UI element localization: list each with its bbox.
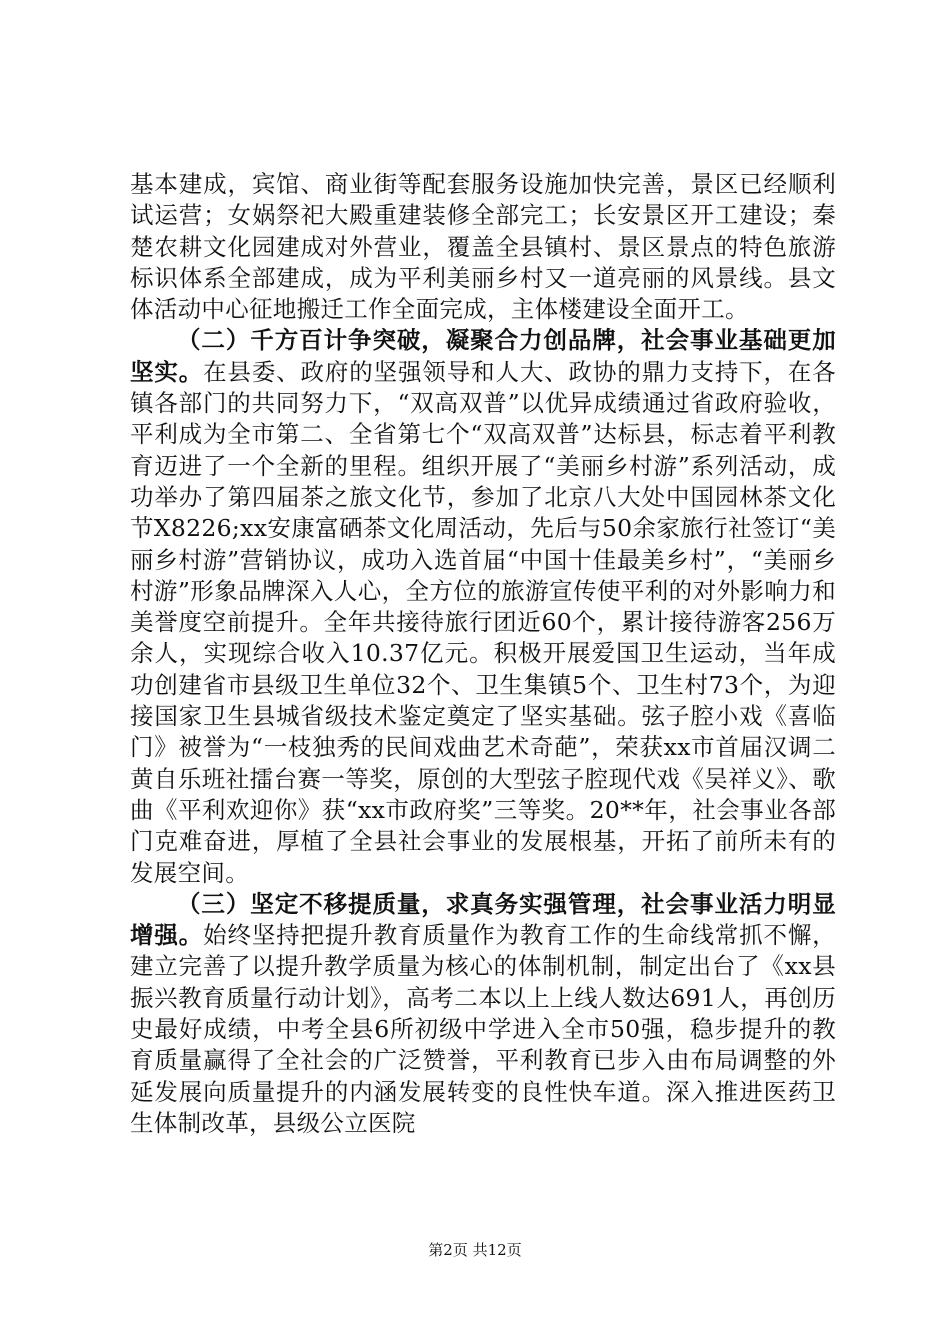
- paragraph-1: [130, 169, 836, 325]
- paragraph-1-text: 基本建成，宾馆、商业街等配套服务设施加快完善，景区已经顺利试运营；女娲祭祀大殿重建装修全部完工；长安景区开工建设；秦楚农耕文化园建成对外营业，覆盖全县镇村、景区景点的特色旅游标识体系全部建成，成为平利美丽乡村又一道亮丽的风景线。县文体活动中心征地搬迁工作全面完成，主体楼建设全面开工。: [130, 170, 836, 324]
- page-number-footer: 第2页 共12页: [428, 1241, 522, 1259]
- section-3-heading: （三）坚定不移提质量，求真务实强管理，社会事业活力明显增强。: [130, 889, 836, 950]
- paragraph-3: [130, 889, 836, 1139]
- paragraph-2: [130, 325, 836, 888]
- document-body: [130, 169, 836, 1139]
- section-2-heading: （二）千方百计争突破，凝聚合力创品牌，社会事业基础更加坚实。: [130, 326, 836, 386]
- paragraph-3-text: 始终坚持把提升教育质量作为教育工作的生命线常抓不懈，建立完善了以提升教学质量为核心的体制机制，制定出台了《xx县振兴教育质量行动计划》，高考二本以上上线人数达691人，再创历史最好成绩，中考全县6所初级中学进入全市50强，稳步提升的教育质量赢得了全社会的广泛赞誉，平利教育已步入由布局调整的外延发展向质量提升的内涵发展转变的良性快车道。深入推进医药卫生体制改革，县级公立医院: [130, 921, 836, 1137]
- paragraph-2-text: 在县委、政府的坚强领导和人大、政协的鼎力支持下，在各镇各部门的共同努力下，“双高双普”以优异成绩通过省政府验收，平利成为全市第二、全省第七个“双高双普”达标县，标志着平利教育迈进了一个全新的里程。组织开展了“美丽乡村游”系列活动，成功举办了第四届茶之旅文化节，参加了北京八大处中国园林茶文化节X8226;xx安康富硒茶文化周活动，先后与50余家旅行社签订“美丽乡村游”营销协议，成功入选首届“中国十佳最美乡村”，“美丽乡村游”形象品牌深入人心，全方位的旅游宣传使平利的对外影响力和美誉度空前提升。全年共接待旅行团近60个，累计接待游客256万余人，实现综合收入10.37亿元。积极开展爱国卫生运动，当年成功创建省市县级卫生单位32个、卫生集镇5个、卫生村73个，为迎接国家卫生县城省级技术鉴定奠定了坚实基础。弦子腔小戏《喜临门》被誉为“一枝独秀的民间戏曲艺术奇葩”，荣获xx市首届汉调二黄自乐班社擂台赛一等奖，原创的大型弦子腔现代戏《吴祥义》、歌曲《平利欢迎你》获“xx市政府奖”三等奖。20**年，社会事业各部门克难奋进，厚植了全县社会事业的发展根基，开拓了前所未有的发展空间。: [130, 357, 836, 887]
